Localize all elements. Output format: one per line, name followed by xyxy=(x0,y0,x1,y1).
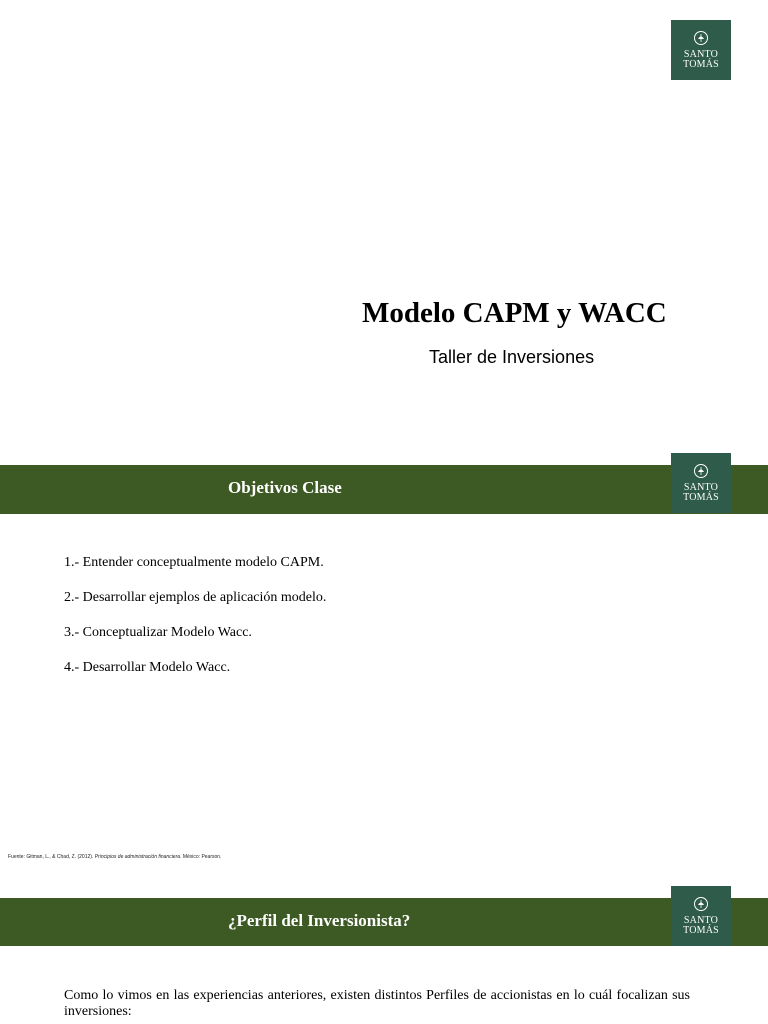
citation-title: Principios de administración financiera. xyxy=(94,854,182,860)
santo-tomas-logo xyxy=(671,886,731,946)
intro-paragraph: Como lo vimos en las experiencias anteriores, existen distintos Perfiles de accionistas en lo cuál focalizan sus inversiones: xyxy=(64,988,690,1019)
santo-tomas-logo xyxy=(671,453,731,513)
objective-item: 1.- Entender conceptualmente modelo CAPM. xyxy=(64,555,324,570)
presentation-title: Modelo CAPM y WACC xyxy=(362,297,667,329)
santo-tomas-logo xyxy=(671,20,731,80)
logo-text-line1: SANTO xyxy=(683,915,719,926)
logo-text-line1: SANTO xyxy=(683,482,719,493)
objective-item: 4.- Desarrollar Modelo Wacc. xyxy=(64,660,231,675)
objectives-slide xyxy=(0,453,768,877)
logo-text-line1: SANTO xyxy=(683,49,719,60)
investor-profile-slide xyxy=(0,886,768,1024)
source-citation xyxy=(8,854,221,860)
crest-icon xyxy=(693,30,709,46)
presentation-subtitle: Taller de Inversiones xyxy=(429,347,595,367)
logo-text-line2: TOMÁS xyxy=(683,59,719,70)
logo-text-line2: TOMÁS xyxy=(683,925,719,936)
crest-icon xyxy=(693,896,709,912)
header-band xyxy=(0,465,768,514)
slide-heading: ¿Perfil del Inversionista? xyxy=(228,911,411,930)
title-slide xyxy=(0,0,768,433)
slide-heading: Objetivos Clase xyxy=(228,478,342,497)
objective-item: 2.- Desarrollar ejemplos de aplicación modelo. xyxy=(64,590,327,605)
objective-item: 3.- Conceptualizar Modelo Wacc. xyxy=(64,625,252,640)
citation-publisher: México: Pearson. xyxy=(181,854,222,860)
logo-text-line2: TOMÁS xyxy=(683,492,719,503)
crest-icon xyxy=(693,463,709,479)
citation-authors: Fuente: Gitman, L., & Chad, Z. (2012). xyxy=(8,854,95,860)
